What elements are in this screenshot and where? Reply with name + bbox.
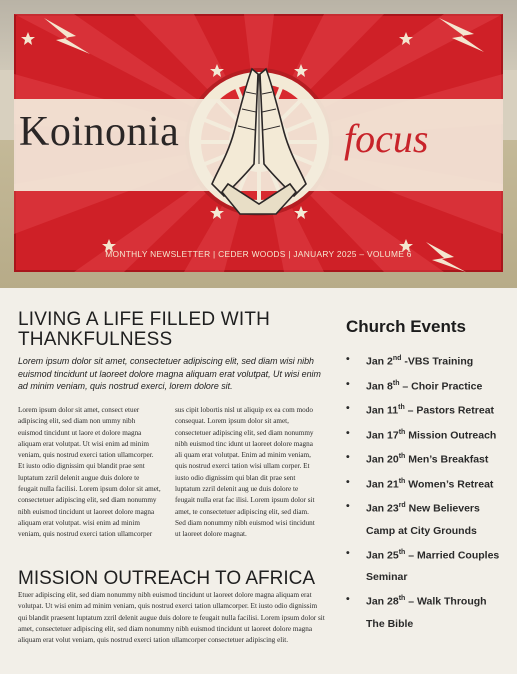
- masthead-subtitle: focus: [344, 116, 429, 161]
- event-date-suffix: th: [398, 428, 406, 436]
- event-item: [346, 588, 506, 635]
- event-date-suffix: th: [398, 595, 406, 602]
- article-column-2: sus cipit lobortis nisl ut aliquip ex ea com modo consequat. Lorem ipsum dolor sit amet, consectetuer adipiscing elit, sed diam nonummy nibh euismod tinc idunt ut laoreet dolore magna ali quam erat volutpat. Enim ad minim veniam, quis nostrud exerci tation wisi ullam corper. Et iusto odio dignissim qui blan dit prae sent luptatum zzril delenit aug ue duis dolore te feugait nulla erat fac ilisi. Lorem ipsum dolor sit amet, te consectetuer adipiscing elit, sed diam. Sed diam nonummy nibh euismod wisi tincidunt ut laoreet dolore magnat.: [175, 406, 315, 539]
- event-date: Jan 25: [366, 549, 399, 561]
- article-heading-line2: THANKFULNESS: [18, 329, 173, 350]
- events-sidebar: [346, 317, 506, 635]
- header-banner: [0, 0, 517, 288]
- event-item: [346, 542, 506, 589]
- event-date: Jan 11: [366, 404, 399, 417]
- event-date-suffix: nd: [392, 355, 402, 362]
- event-item: [346, 422, 506, 447]
- second-article-heading: MISSION OUTREACH TO AFRICA: [18, 568, 316, 589]
- issue-info: MONTHLY NEWSLETTER | CEDER WOODS | JANUARY 2025 – VOLUME 6: [105, 249, 412, 259]
- event-text: – Choir Practice: [399, 380, 483, 392]
- event-item: [346, 397, 506, 422]
- event-date-suffix: rd: [398, 502, 406, 509]
- article-lead: Lorem ipsum dolor sit amet, consectetuer adipiscing elit, sed diam wisi nibh euismod tincidunt ut laoreet dolore magna aliquam erat volutpat, Ut wisi enim ad minim veniam, quis nostrud exerci, lorem dolore sit.: [18, 356, 321, 392]
- events-list: [346, 348, 506, 635]
- bullet-icon: •: [346, 593, 350, 605]
- bullet-icon: •: [346, 475, 350, 488]
- event-text: New Believers Camp at City Grounds: [366, 502, 480, 537]
- event-text: – Walk Through The Bible: [366, 595, 487, 630]
- event-date: Jan 28: [366, 595, 399, 608]
- bullet-icon: •: [346, 546, 350, 559]
- event-text: -VBS Training: [401, 355, 474, 368]
- bullet-icon: •: [346, 377, 350, 390]
- article-heading-line1: LIVING A LIFE FILLED WITH: [18, 309, 271, 330]
- second-article-body: Etuer adipiscing elit, sed diam nonummy nibh euismod tincidunt ut laoreet dolore magna aliquam erat volutpat. Ut wisi enim ad minim veniam, quis nostrud exerci tation ullamcorper. Et iusto odio dignissim qui blandit praesent luptatum zzril delenit augue duis dolore te feugait nulla facilisi. Lorem ipsum dolor sit amet, consectetuer adipiscing elit, sed diam nonummy nibh euismod tincidunt ut laoreet dolore magna aliquam erat volut veniam, quis nostrud exerci tation ullamcorper consectetuer adipiscing elit.: [18, 591, 325, 645]
- event-item: [346, 446, 506, 471]
- event-text: Mission Outreach: [405, 429, 497, 441]
- bullet-icon: •: [346, 451, 350, 463]
- event-text: – Pastors Retreat: [404, 404, 495, 417]
- event-date-suffix: th: [398, 453, 406, 460]
- bullet-icon: •: [346, 402, 350, 414]
- article-column-1: Lorem ipsum dolor sit amet, consect etuer adipiscing elit, sed diam non ummy nibh euismod tincidunt ut laore et dolore magna aliquam erat volutpat. Ut wisi enim ad minim veniam, quis nostrud exerci tation ullamcorper. Et iusto odio dignissim qui blandit prae sent luptatum zzril delenit augue duis dolore te feugait nulla facilisi. Lorem ipsum dolor sit amet, consectetuer adipiscing elit, sed diam nonummy nibh euismod tincidunt ut laoreet dolore magna aliquam erat volutpat. wisi enim ad minim veniam, quis nostrud exerci tation ullamcorper: [18, 406, 161, 539]
- event-date: Jan 17: [366, 429, 399, 441]
- main-article: [18, 310, 330, 393]
- events-title: Church Events: [346, 317, 466, 336]
- event-date: Jan 2: [366, 355, 393, 368]
- masthead-title: Koinonia: [19, 109, 180, 155]
- event-date: Jan 8: [366, 380, 393, 392]
- event-text: – Married Couples Seminar: [366, 549, 500, 583]
- event-text: Women’s Retreat: [405, 478, 494, 490]
- event-item: [346, 471, 506, 496]
- event-text: Men’s Breakfast: [405, 453, 489, 466]
- event-date-suffix: th: [398, 477, 406, 485]
- event-date-suffix: th: [392, 379, 400, 387]
- bullet-icon: •: [346, 500, 350, 512]
- bullet-icon: •: [346, 353, 350, 365]
- event-date-suffix: th: [398, 548, 406, 556]
- event-item: [346, 495, 506, 542]
- event-date: Jan 21: [366, 478, 399, 490]
- event-date: Jan 23: [366, 502, 399, 515]
- bullet-icon: •: [346, 426, 350, 439]
- event-date-suffix: th: [398, 404, 405, 411]
- event-date: Jan 20: [366, 453, 399, 466]
- article-heading: [18, 310, 330, 350]
- event-item: [346, 373, 506, 398]
- event-item: [346, 348, 506, 373]
